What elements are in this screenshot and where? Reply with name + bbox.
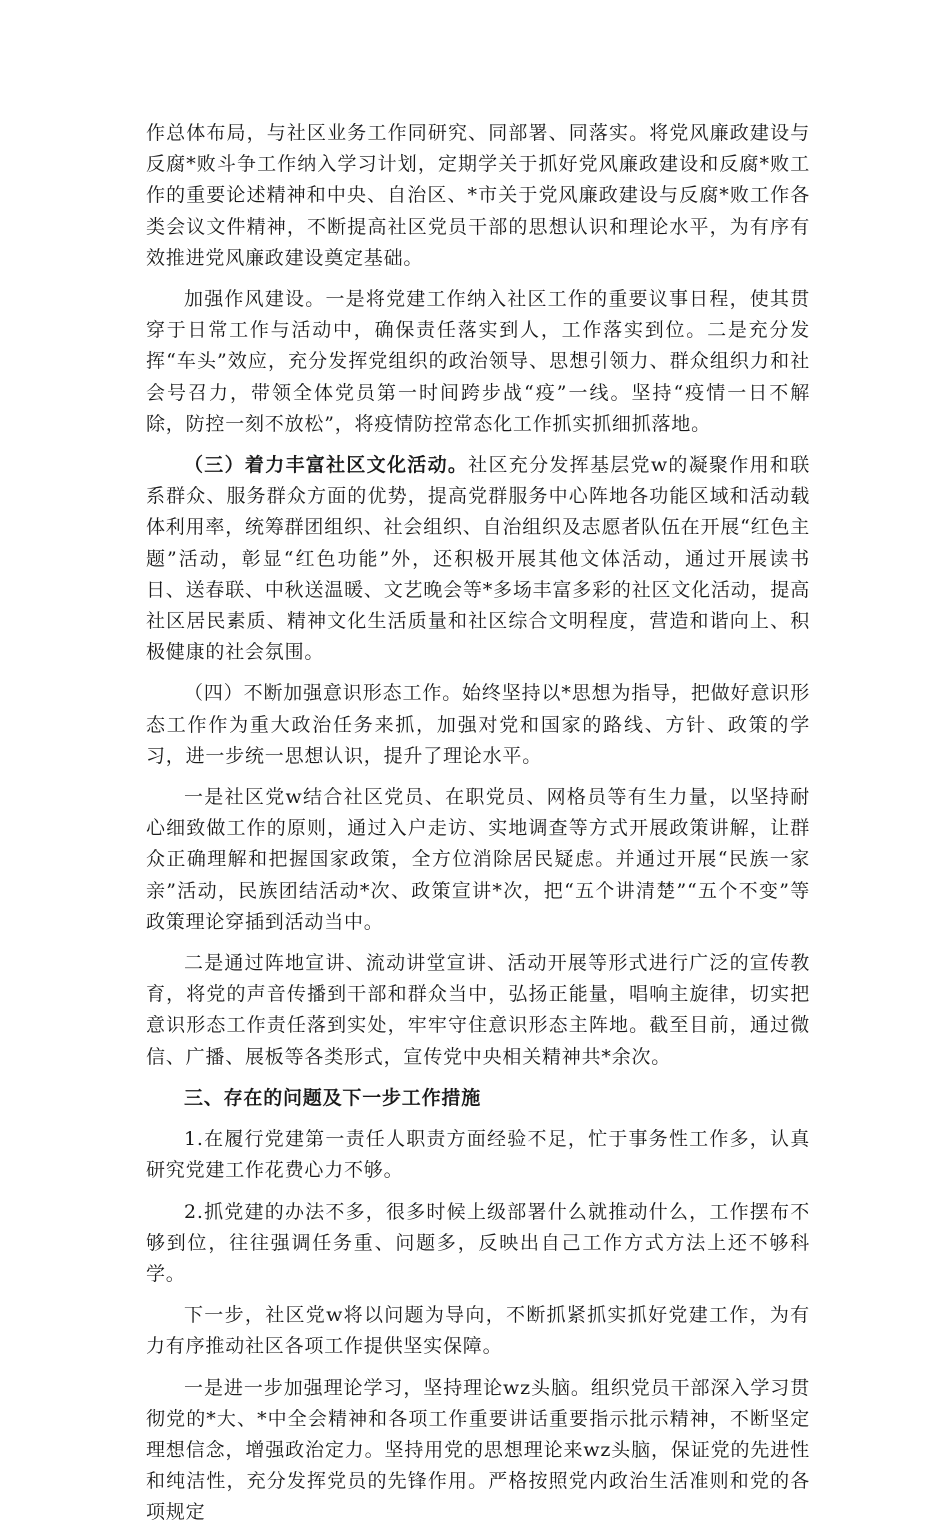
paragraph-problem-2: 2.抓党建的办法不多，很多时候上级部署什么就推动什么，工作摆布不够到位，往往强调任务重、问题多，反映出自己工作方式方法上还不够科学。 [146,1200,810,1285]
paragraph-theory-study: 一是进一步加强理论学习，坚持理论wz头脑。组织党员干部深入学习贯彻党的*大、*中全会精神和各项工作重要讲话重要指示批示精神，不断坚定理想信念，增强政治定力。坚持用党的思想理论来wz头脑，保证党的先进性和纯洁性，充分发挥党员的先锋作用。严格按照党内政治生活准则和党的各项规定 [146,1376,810,1524]
paragraph-next-step: 下一步，社区党w将以问题为导向，不断抓紧抓实抓好党建工作，为有力有序推动社区各项工作提供坚实保障。 [146,1304,810,1358]
paragraph-party-conduct: 作总体布局，与社区业务工作同研究、同部署、同落实。将党风廉政建设与反腐*败斗争工作纳入学习计划，定期学关于抓好党风廉政建设和反腐*败工作的重要论述精神和中央、自治区、*市关于党风廉政建设与反腐*败工作各类会议文件精神，不断提高社区党员干部的思想认识和理论水平，为有序有效推进党风廉政建设奠定基础。 [146,122,810,269]
paragraph-work-style: 加强作风建设。一是将党建工作纳入社区工作的重要议事日程，使其贯穿于日常工作与活动中，确保责任落实到人，工作落实到位。二是充分发挥“车头”效应，充分发挥党组织的政治领导、思想引领力、群众组织力和社会号召力，带领全体党员第一时间跨步战“疫”一线。坚持“疫情一日不解除，防控一刻不放松”，将疫情防控常态化工作抓实抓细抓落地。 [146,288,810,435]
section-heading-problems: 三、存在的问题及下一步工作措施 [184,1086,482,1109]
paragraph-culture-activities [146,450,810,668]
document-page [146,118,810,1539]
section-three-body: 社区充分发挥基层党w的凝聚作用和联系群众、服务群众方面的优势，提高党群服务中心阵地各功能区域和活动载体利用率，统筹群团组织、社会组织、自治组织及志愿者队伍在开展“红色主题”活动，彰显“红色功能”外，还积极开展其他文体活动，通过开展读书日、送春联、中秋送温暖、文艺晚会等*多场丰富多彩的社区文化活动，提高社区居民素质、精神文化生活质量和社区综合文明程度，营造和谐向上、积极健康的社会氛围。 [146,454,810,664]
paragraph-ideology-work: （四）不断加强意识形态工作。始终坚持以*思想为指导，把做好意识形态工作作为重大政治任务来抓，加强对党和国家的路线、方针、政策的学习，进一步统一思想认识，提升了理论水平。 [146,682,810,767]
section-three-title: （三）着力丰富社区文化活动。 [184,454,469,477]
paragraph-publicity: 二是通过阵地宣讲、流动讲堂宣讲、活动开展等形式进行广泛的宣传教育，将党的声音传播到干部和群众当中，弘扬正能量，唱响主旋律，切实把意识形态工作责任落到实处，牢牢守住意识形态主阵地。截至目前，通过微信、广播、展板等各类形式，宣传党中央相关精神共*余次。 [146,952,810,1068]
paragraph-problem-1: 1.在履行党建第一责任人职责方面经验不足，忙于事务性工作多，认真研究党建工作花费心力不够。 [146,1128,810,1182]
paragraph-policy-explanation: 一是社区党w结合社区党员、在职党员、网格员等有生力量，以坚持耐心细致做工作的原则，通过入户走访、实地调查等方式开展政策讲解，让群众正确理解和把握国家政策，全方位消除居民疑虑。并通过开展“民族一家亲”活动，民族团结活动*次、政策宣讲*次，把“五个讲清楚”“五个不变”等政策理论穿插到活动当中。 [146,786,810,933]
